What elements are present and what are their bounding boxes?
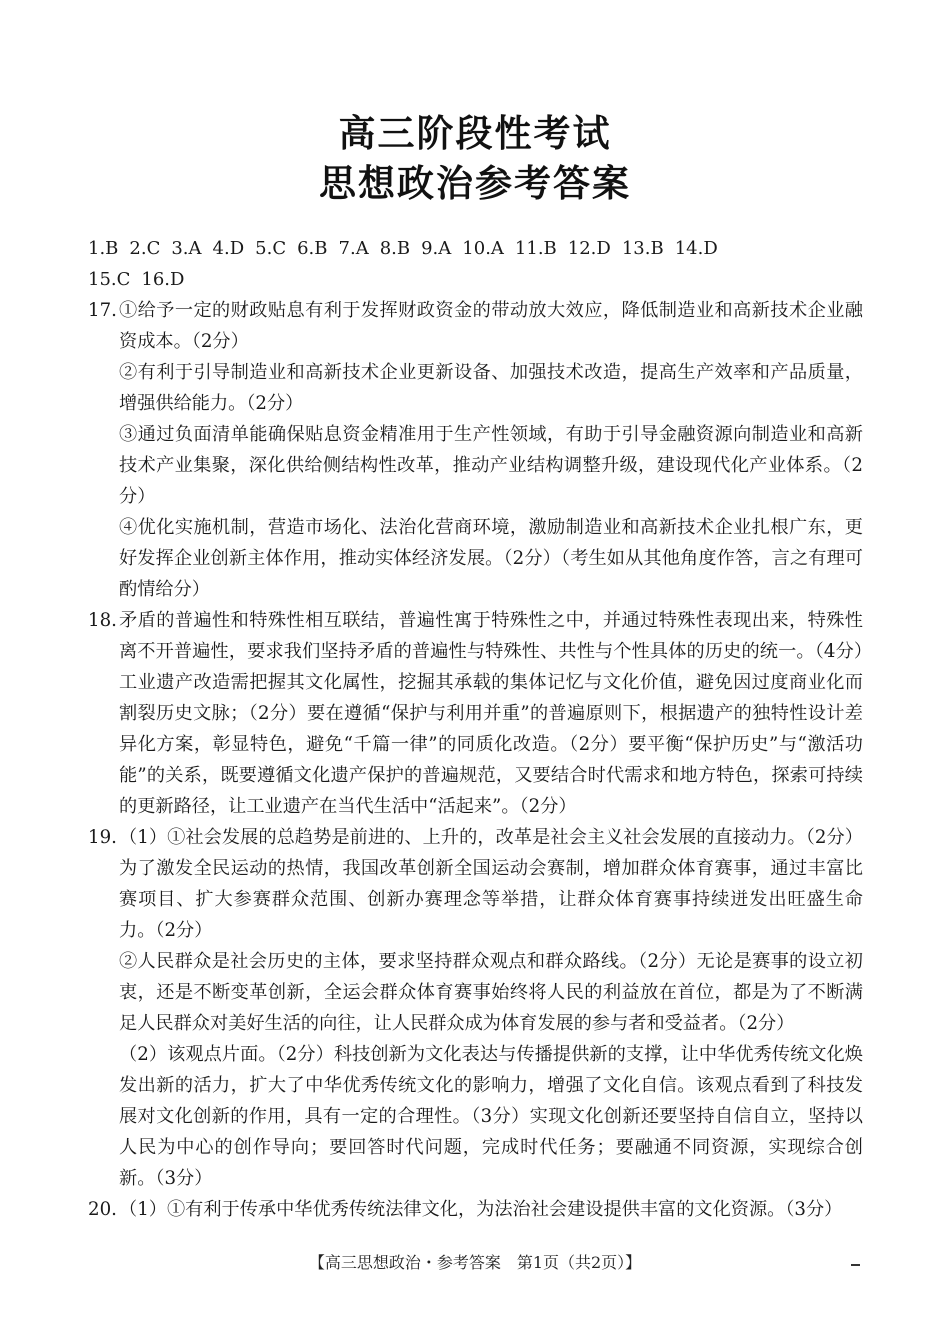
question-number: 20. — [88, 1199, 117, 1220]
answer-paragraph: 矛盾的普遍性和特殊性相互联结，普遍性寓于特殊性之中，并通过特殊性表现出来，特殊性离不开普遍性，要求我们坚持矛盾的普遍性与特殊性、共性与个性具体的历史的统一。（4分）工业遗产改造需把握其文化属性，挖掘其承载的集体记忆与文化价值，避免因过度商业化而割裂历史文脉；（2分）要在遵循“保护与利用并重”的普遍原则下，根据遗产的独特性设计差异化方案，彰显特色，避免“千篇一律”的同质化改造。（2分）要平衡“保护历史”与“激活功能”的关系，既要遵循文化遗产保护的普遍规范，又要结合时代需求和地方特色，探索可持续的更新路径，让工业遗产在当代生活中“活起来”。（2分） — [119, 610, 863, 817]
answer-item: 2.C — [129, 238, 161, 259]
answer-item: 8.B — [379, 238, 411, 259]
answer-item: 16.D — [141, 269, 185, 290]
answer-content — [88, 295, 863, 1225]
question-number: 17. — [88, 300, 117, 321]
answer-paragraph: ①给予一定的财政贴息有利于发挥财政资金的带动放大效应，降低制造业和高新技术企业融资成本。（2分） — [119, 300, 863, 352]
question-20 — [88, 1194, 863, 1225]
corner-mark — [851, 1264, 860, 1266]
question-18 — [88, 605, 863, 822]
answer-item: 6.B — [297, 238, 328, 259]
answer-paragraph: ②人民群众是社会历史的主体，要求坚持群众观点和群众路线。（2分）无论是赛事的设立初衷，还是不断变革创新，全运会群众体育赛事始终将人民的利益放在首位，都是为了不断满足人民群众对美好生活的向往，让人民群众成为体育发展的参与者和受益者。（2分） — [119, 951, 863, 1034]
answer-item: 11.B — [514, 238, 557, 259]
answer-paragraph: （1）①社会发展的总趋势是前进的、上升的，改革是社会主义社会发展的直接动力。（2分）为了激发全民运动的热情，我国改革创新全国运动会赛制，增加群众体育赛事，通过丰富比赛项目、扩大参赛群众范围、创新办赛理念等举措，让群众体育赛事持续迸发出旺盛生命力。（2分） — [119, 827, 863, 941]
document-subtitle: 思想政治参考答案 — [319, 162, 631, 205]
question-number: 19. — [88, 827, 117, 848]
answer-paragraph: ②有利于引导制造业和高新技术企业更新设备、加强技术改造，提高生产效率和产品质量，增强供给能力。（2分） — [119, 362, 863, 414]
answer-paragraph: （1）①有利于传承中华优秀传统法律文化，为法治社会建设提供丰富的文化资源。（3分） — [119, 1199, 843, 1220]
answer-row-2 — [88, 264, 868, 295]
answer-item: 9.A — [421, 238, 452, 259]
document-title: 高三阶段性考试 — [338, 112, 612, 155]
question-number: 18. — [88, 610, 117, 631]
answer-item: 7.A — [338, 238, 369, 259]
answer-paragraph: ④优化实施机制，营造市场化、法治化营商环境，激励制造业和高新技术企业扎根广东，更好发挥企业创新主体作用，推动实体经济发展。（2分）（考生如从其他角度作答，言之有理可酌情给分） — [119, 517, 863, 600]
answer-item: 15.C — [88, 269, 131, 290]
answer-item: 10.A — [462, 238, 504, 259]
answer-item: 14.D — [674, 238, 718, 259]
page-footer: 【高三思想政治・参考答案 第1页（共2页）】 — [308, 1253, 642, 1272]
answer-item: 1.B — [88, 238, 119, 259]
answer-item: 3.A — [171, 238, 202, 259]
answer-row-1 — [88, 233, 868, 264]
multiple-choice-answers — [88, 233, 868, 295]
answer-paragraph: ③通过负面清单能确保贴息资金精准用于生产性领域，有助于引导金融资源向制造业和高新技术产业集聚，深化供给侧结构性改革，推动产业结构调整升级，建设现代化产业体系。（2分） — [119, 424, 863, 507]
answer-item: 12.D — [567, 238, 611, 259]
answer-item: 5.C — [255, 238, 287, 259]
answer-item: 13.B — [621, 238, 664, 259]
answer-paragraph: （2）该观点片面。（2分）科技创新为文化表达与传播提供新的支撑，让中华优秀传统文化焕发出新的活力，扩大了中华优秀传统文化的影响力，增强了文化自信。该观点看到了科技发展对文化创新的作用，具有一定的合理性。（3分）实现文化创新还要坚持自信自立，坚持以人民为中心的创作导向；要回答时代问题，完成时代任务；要融通不同资源，实现综合创新。（3分） — [119, 1044, 863, 1189]
question-17 — [88, 295, 863, 605]
question-19 — [88, 822, 863, 1194]
answer-item: 4.D — [212, 238, 245, 259]
